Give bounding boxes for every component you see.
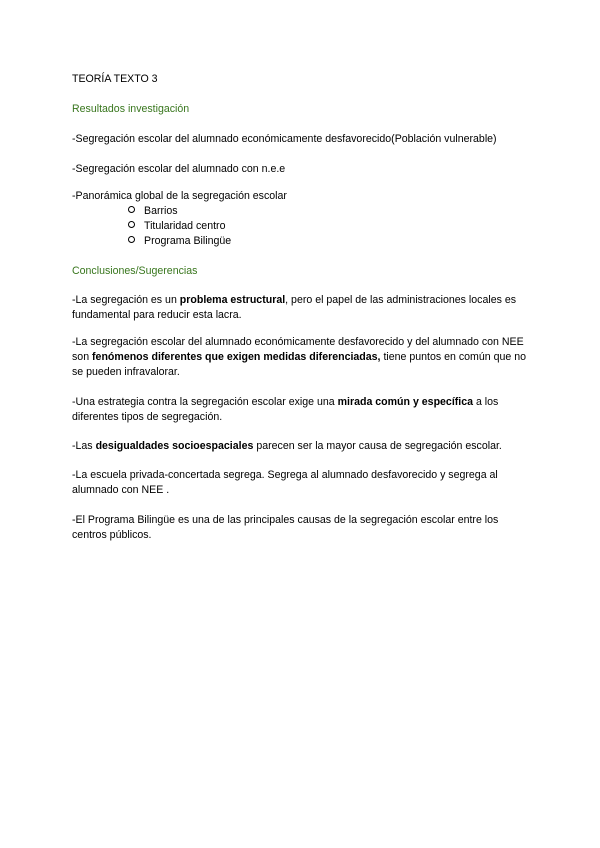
paragraph-emphasis: problema estructural	[179, 294, 286, 306]
conclusion-paragraph-6: -El Programa Bilingüe es una de las principales causas de la segregación escolar entre los centros públicos.	[72, 514, 499, 541]
paragraph-text: -La segregación es un	[72, 294, 180, 306]
conclusion-paragraph-2	[72, 335, 532, 380]
paragraph-text: parecen ser la mayor causa de segregación escolar.	[253, 440, 502, 452]
subitem-titularidad	[128, 219, 225, 234]
circle-bullet-icon	[128, 236, 135, 243]
document-title: TEORÍA TEXTO 3	[72, 73, 158, 85]
section-heading-results: Resultados investigación	[72, 103, 190, 115]
paragraph-text: -Una estrategia contra la segregación escolar exige una	[72, 396, 338, 408]
result-item-2: -Segregación escolar del alumnado con n.e.e	[72, 163, 286, 175]
subitem-label: Programa Bilingüe	[144, 235, 232, 247]
result-item-3: -Panorámica global de la segregación escolar	[72, 190, 287, 202]
subitem-barrios	[128, 204, 178, 219]
subitem-bilingue	[128, 234, 231, 249]
subitem-label: Titularidad centro	[144, 220, 226, 232]
conclusion-paragraph-1	[72, 293, 532, 323]
result-item-1: -Segregación escolar del alumnado económicamente desfavorecido(Población vulnerable)	[72, 133, 497, 145]
paragraph-emphasis: mirada común y específica	[337, 396, 474, 408]
paragraph-text: -La segregación escolar del alumnado económicamente desfavorecido y del alumnado con NEE son	[72, 336, 524, 363]
circle-bullet-icon	[128, 206, 135, 213]
conclusion-paragraph-3	[72, 395, 532, 425]
paragraph-text: a los diferentes tipos de segregación.	[72, 396, 499, 423]
conclusion-paragraph-4	[72, 439, 502, 454]
paragraph-text: tiene puntos en común que no se pueden infravalorar.	[72, 351, 526, 378]
section-heading-conclusions: Conclusiones/Sugerencias	[72, 265, 198, 277]
subitem-label: Barrios	[144, 205, 178, 217]
paragraph-text: -Las	[72, 440, 96, 452]
paragraph-text: , pero el papel de las administraciones locales es fundamental para reducir esta lacra.	[72, 294, 517, 321]
paragraph-emphasis: desigualdades socioespaciales	[95, 440, 254, 452]
conclusion-paragraph-5: -La escuela privada-concertada segrega. Segrega al alumnado desfavorecido y segrega al alumnado con NEE .	[72, 469, 498, 496]
paragraph-emphasis: fenómenos diferentes que exigen medidas diferenciadas,	[92, 351, 381, 363]
circle-bullet-icon	[128, 221, 135, 228]
